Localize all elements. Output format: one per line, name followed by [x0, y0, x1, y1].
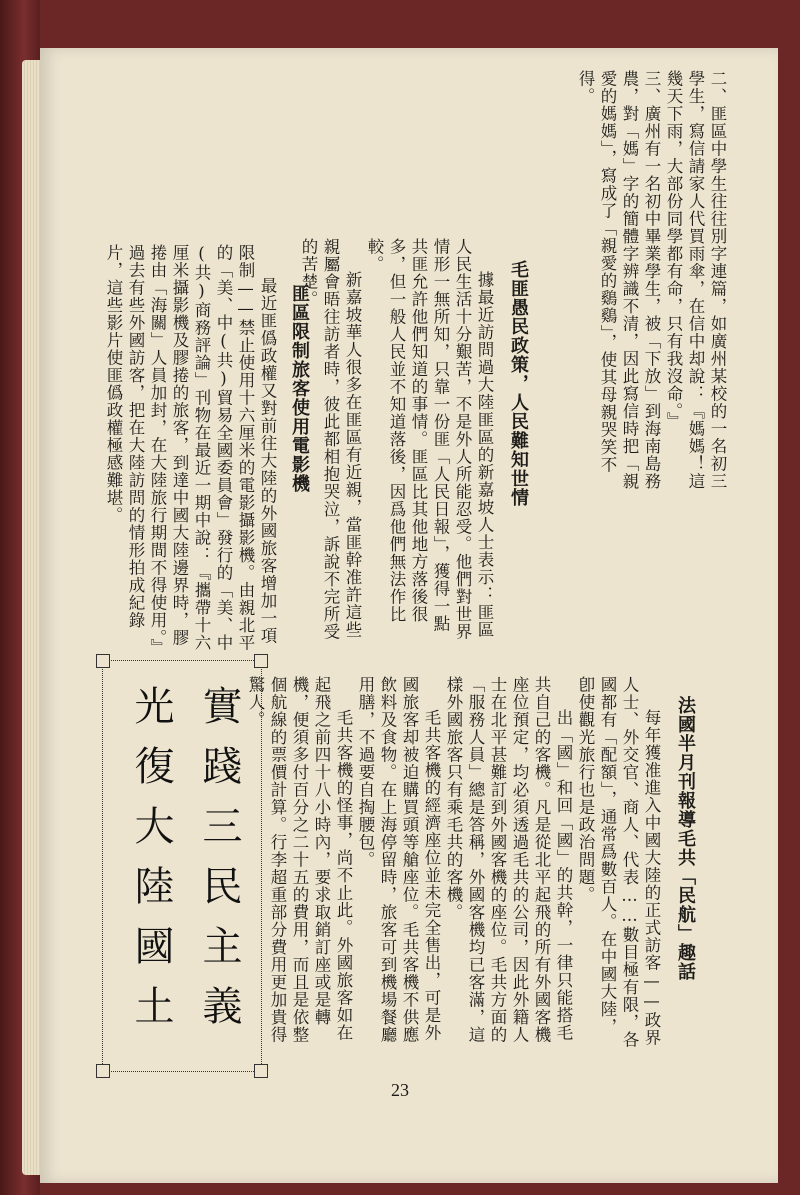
slogan-line-1: 實踐三民主義: [196, 685, 242, 1045]
corner-ornament: [96, 1064, 110, 1078]
article1-body: [528, 70, 728, 500]
article4-title: 法國半月刊報導毛共「民航」趣話: [675, 696, 696, 981]
book-page: [40, 48, 778, 1183]
article2-paragraph: 據最近訪問過大陸匪區的新嘉坡人士表示：匪區人民生活十分艱苦，不是外人所能忍受。他們對世界情形一無所知，只靠一份匪「人民日報」，獲得一點共匪允許他們知道的事情。匪區比其他地方落後很多，但一般人民並不知道落後，因爲他們無法作比較。: [365, 238, 494, 641]
article4-body: [246, 676, 662, 1051]
article3-body: [84, 244, 278, 654]
corner-ornament: [254, 1064, 268, 1078]
corner-ornament: [96, 654, 110, 668]
article4-paragraph: 每年獲准進入中國大陸的正式訪客——政界人士、外交官、商人、代表……數目極有限，各國都有「配額」，通常爲數百人。在中國大陸，卽使觀光旅行也是政治問題。: [576, 676, 661, 1049]
page-number: 23: [391, 1080, 409, 1100]
article2-title: 毛匪愚民政策，人民難知世情: [508, 260, 529, 507]
article1-paragraph: 二、匪區中學生往往別字連篇，如廣州某校的一名初三學生，寫信請家人代買雨傘，在信中却說：『媽媽！這幾天下雨，大部份同學都有命，只有我沒命。』: [664, 70, 727, 490]
article2-paragraph: 新嘉坡華人很多在匪區有近親，當匪幹准許這些親屬會晤往訪者時，彼此都相抱哭泣，訴說不完所受的苦楚。: [299, 238, 362, 641]
slogan-box: [102, 660, 262, 1072]
corner-ornament: [254, 654, 268, 668]
article4-paragraph: 毛共客機的怪事，尚不止此。外國旅客如在起飛之前四十八小時內，要求取銷訂座或是轉機，便須多付百分之二十五的費用，而且是依整個航線的票價計算。行李超重部分費用更加貴得驚人。: [246, 676, 353, 1044]
article3-paragraph: 最近匪僞政權又對前往大陸的外國旅客增加一項限制——禁止使用十六厘米的電影攝影機。由親北平的「美、中(共)貿易全國委員會」發行的「美、中(共)商務評論」刊物在最近一期中說：『攜帶十六厘米攝影機及膠捲的旅客，到達中國大陸邊界時，膠捲由「海關」人員加封，在大陸旅行期間不得使用。』過去有些外國訪客，把在大陸訪問的情形拍成紀錄片，這些影片使匪僞政權極感難堪。: [104, 244, 277, 652]
article4-paragraph: 毛共客機的經濟座位並未完全售出，可是外國旅客却被迫購買頭等艙座位。毛共客機不供應飲料及食物。在上海停留時，旅客可到機場餐廳用膳，不過要自掏腰包。: [356, 676, 441, 1044]
article4-paragraph: 出「國」和回「國」的共幹，一律只能搭毛共自己的客機。凡是從北平起飛的所有外國客機座位預定，均必須透過毛共的公司，因此外籍人士在北平甚難訂到外國客機的座位。毛共方面的「服務人員」總是答稱，外國客機均已客滿，這樣外國旅客只有乘毛共的客機。: [444, 676, 573, 1044]
article3-title: 匪區限制旅客使用電影機: [289, 284, 310, 493]
slogan-line-2: 光復大陸國土: [128, 685, 174, 1045]
article1-paragraph: 三、廣州有一名初中畢業學生，被「下放」到海南島務農，對「媽」字的簡體字辨識不清，因此寫信時把「親愛的媽媽」，寫成了「親愛的鷄鷄」，使其母親哭笑不得。: [576, 70, 661, 490]
